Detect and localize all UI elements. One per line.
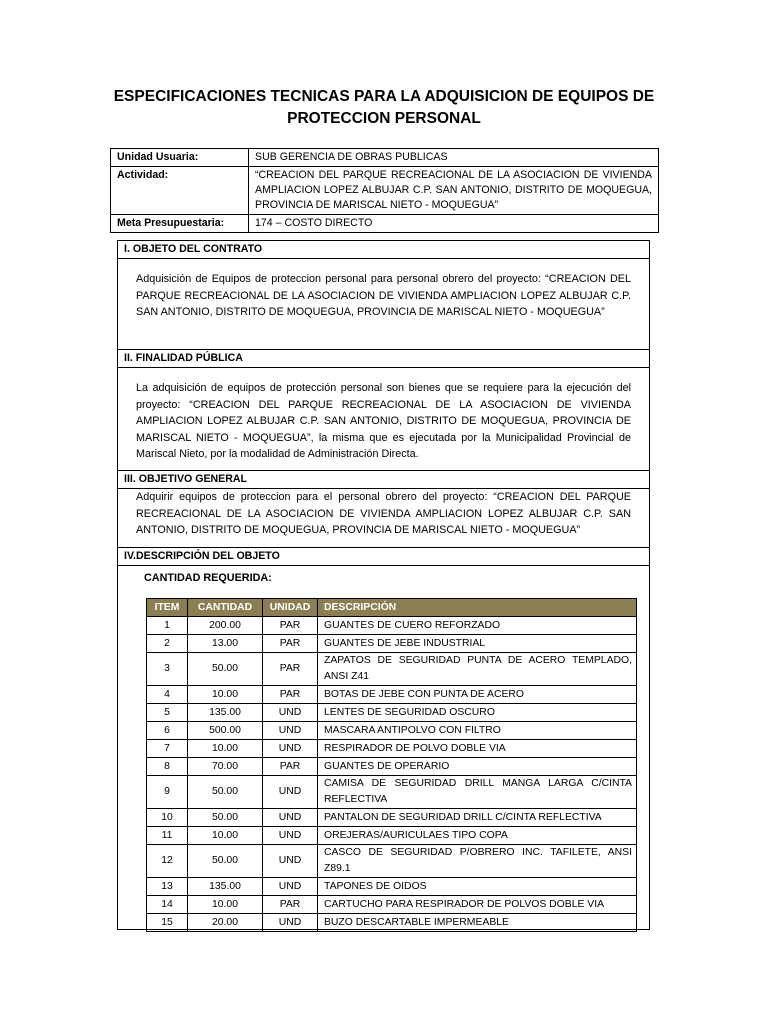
item-cell: 2 [147, 635, 188, 653]
description-cell: TAPONES DE OIDOS [318, 878, 637, 896]
unit-cell: UND [263, 878, 318, 896]
info-value: SUB GERENCIA DE OBRAS PUBLICAS [249, 149, 659, 167]
column-header-cantidad: CANTIDAD [188, 599, 263, 617]
unit-cell: UND [263, 845, 318, 878]
quantity-cell: 50.00 [188, 845, 263, 878]
table-row [147, 653, 637, 686]
items-header-row [147, 599, 637, 617]
info-row-actividad [111, 167, 659, 215]
table-row [147, 686, 637, 704]
column-header-unidad: UNIDAD [263, 599, 318, 617]
unit-cell: UND [263, 809, 318, 827]
description-cell: PANTALON DE SEGURIDAD DRILL C/CINTA REFLECTIVA [318, 809, 637, 827]
table-row [147, 758, 637, 776]
section-heading-descripcion: IV.DESCRIPCIÓN DEL OBJETO [118, 547, 649, 566]
unit-cell: PAR [263, 686, 318, 704]
title-line-1: ESPECIFICACIONES TECNICAS PARA LA ADQUISICION DE EQUIPOS DE [113, 88, 655, 105]
unit-cell: UND [263, 740, 318, 758]
item-cell: 6 [147, 722, 188, 740]
table-row [147, 776, 637, 809]
item-cell: 11 [147, 827, 188, 845]
quantity-cell: 135.00 [188, 704, 263, 722]
section-heading-finalidad: II. FINALIDAD PÚBLICA [118, 349, 649, 368]
project-info-table [110, 148, 659, 233]
quantity-cell: 10.00 [188, 896, 263, 914]
column-header-item: ITEM [147, 599, 188, 617]
quantity-cell: 500.00 [188, 722, 263, 740]
unit-cell: PAR [263, 896, 318, 914]
quantity-cell: 50.00 [188, 776, 263, 809]
item-cell: 14 [147, 896, 188, 914]
section-heading-objetivo: III. OBJETIVO GENERAL [118, 470, 649, 489]
item-cell: 5 [147, 704, 188, 722]
quantity-cell: 50.00 [188, 809, 263, 827]
section-heading-objeto: I. OBJETO DEL CONTRATO [118, 241, 649, 259]
unit-cell: UND [263, 776, 318, 809]
unit-cell: UND [263, 704, 318, 722]
unit-cell: UND [263, 914, 318, 932]
quantity-cell: 135.00 [188, 878, 263, 896]
quantity-cell: 70.00 [188, 758, 263, 776]
unit-cell: PAR [263, 617, 318, 635]
description-cell: BUZO DESCARTABLE IMPERMEABLE [318, 914, 637, 932]
quantity-cell: 10.00 [188, 686, 263, 704]
table-row [147, 740, 637, 758]
item-cell: 10 [147, 809, 188, 827]
item-cell: 9 [147, 776, 188, 809]
table-row [147, 704, 637, 722]
column-header-descripcion: DESCRIPCIÓN [318, 599, 637, 617]
item-cell: 13 [147, 878, 188, 896]
item-cell: 4 [147, 686, 188, 704]
item-cell: 15 [147, 914, 188, 932]
description-cell: BOTAS DE JEBE CON PUNTA DE ACERO [318, 686, 637, 704]
table-row [147, 827, 637, 845]
description-cell: OREJERAS/AURICULAES TIPO COPA [318, 827, 637, 845]
unit-cell: UND [263, 827, 318, 845]
unit-cell: PAR [263, 635, 318, 653]
table-row [147, 617, 637, 635]
quantity-cell: 13.00 [188, 635, 263, 653]
unit-cell: PAR [263, 653, 318, 686]
section-body-finalidad: La adquisición de equipos de protección personal son bienes que se requiere para la ejecución del proyecto: “CREACION DEL PARQUE RECREACIONAL DE LA ASOCIACION DE VIVIENDA AMPLIACION LOPEZ ALBUJAR C.P. SAN ANTONIO, DISTRITO DE MOQUEGUA, PROVINCIA DE MARISCAL NIETO - MOQUEGUA”, la misma que es ejecutada por la Municipalidad Provincial de Mariscal Nieto, por la modalidad de Administración Directa. [136, 382, 631, 460]
section-body-objeto: Adquisición de Equipos de proteccion personal para personal obrero del proyecto: “CREACION DEL PARQUE RECREACIONAL DE LA ASOCIACION DE VIVIENDA AMPLIACION LOPEZ ALBUJAR C.P. SAN ANTONIO, DISTRITO DE MOQUEGUA, PROVINCIA DE MARISCAL NIETO - MOQUEGUA” [136, 273, 631, 318]
table-row [147, 722, 637, 740]
items-table [146, 598, 637, 932]
table-row [147, 914, 637, 932]
quantity-cell: 10.00 [188, 740, 263, 758]
info-row-meta [111, 215, 659, 233]
section-body-objetivo: Adquirir equipos de proteccion para el personal obrero del proyecto: “CREACION DEL PARQUE RECREACIONAL DE LA ASOCIACION DE VIVIENDA AMPLIACION LOPEZ ALBUJAR C.P. SAN ANTONIO, DISTRITO DE MOQUEGUA, PROVINCIA DE MARISCAL NIETO - MOQUEGUA” [136, 491, 631, 536]
info-row-unidad [111, 149, 659, 167]
quantity-label: CANTIDAD REQUERIDA: [144, 572, 272, 584]
item-cell: 8 [147, 758, 188, 776]
description-cell: GUANTES DE OPERARIO [318, 758, 637, 776]
description-cell: LENTES DE SEGURIDAD OSCURO [318, 704, 637, 722]
table-row [147, 809, 637, 827]
quantity-cell: 10.00 [188, 827, 263, 845]
unit-cell: UND [263, 722, 318, 740]
item-cell: 12 [147, 845, 188, 878]
table-row [147, 878, 637, 896]
items-table-body [147, 617, 637, 932]
quantity-cell: 50.00 [188, 653, 263, 686]
title-line-2: PROTECCION PERSONAL [287, 110, 481, 127]
description-cell: CAMISA DE SEGURIDAD DRILL MANGA LARGA C/CINTA REFLECTIVA [318, 776, 637, 809]
description-cell: GUANTES DE CUERO REFORZADO [318, 617, 637, 635]
table-row [147, 845, 637, 878]
item-cell: 1 [147, 617, 188, 635]
unit-cell: PAR [263, 758, 318, 776]
info-value: 174 – COSTO DIRECTO [249, 215, 659, 233]
quantity-cell: 20.00 [188, 914, 263, 932]
quantity-cell: 200.00 [188, 617, 263, 635]
info-label: Unidad Usuaria: [111, 149, 249, 167]
description-cell: GUANTES DE JEBE INDUSTRIAL [318, 635, 637, 653]
info-label: Actividad: [111, 167, 249, 215]
table-row [147, 635, 637, 653]
description-cell: MASCARA ANTIPOLVO CON FILTRO [318, 722, 637, 740]
description-cell: RESPIRADOR DE POLVO DOBLE VIA [318, 740, 637, 758]
item-cell: 7 [147, 740, 188, 758]
description-cell: ZAPATOS DE SEGURIDAD PUNTA DE ACERO TEMPLADO, ANSI Z41 [318, 653, 637, 686]
description-cell: CASCO DE SEGURIDAD P/OBRERO INC. TAFILETE, ANSI Z89.1 [318, 845, 637, 878]
description-cell: CARTUCHO PARA RESPIRADOR DE POLVOS DOBLE VIA [318, 896, 637, 914]
info-value: “CREACION DEL PARQUE RECREACIONAL DE LA ASOCIACION DE VIVIENDA AMPLIACION LOPEZ ALBUJAR C.P. SAN ANTONIO, DISTRITO DE MOQUEGUA, PROVINCIA DE MARISCAL NIETO - MOQUEGUA” [249, 167, 659, 215]
item-cell: 3 [147, 653, 188, 686]
document-title [110, 86, 658, 130]
table-row [147, 896, 637, 914]
info-label: Meta Presupuestaria: [111, 215, 249, 233]
